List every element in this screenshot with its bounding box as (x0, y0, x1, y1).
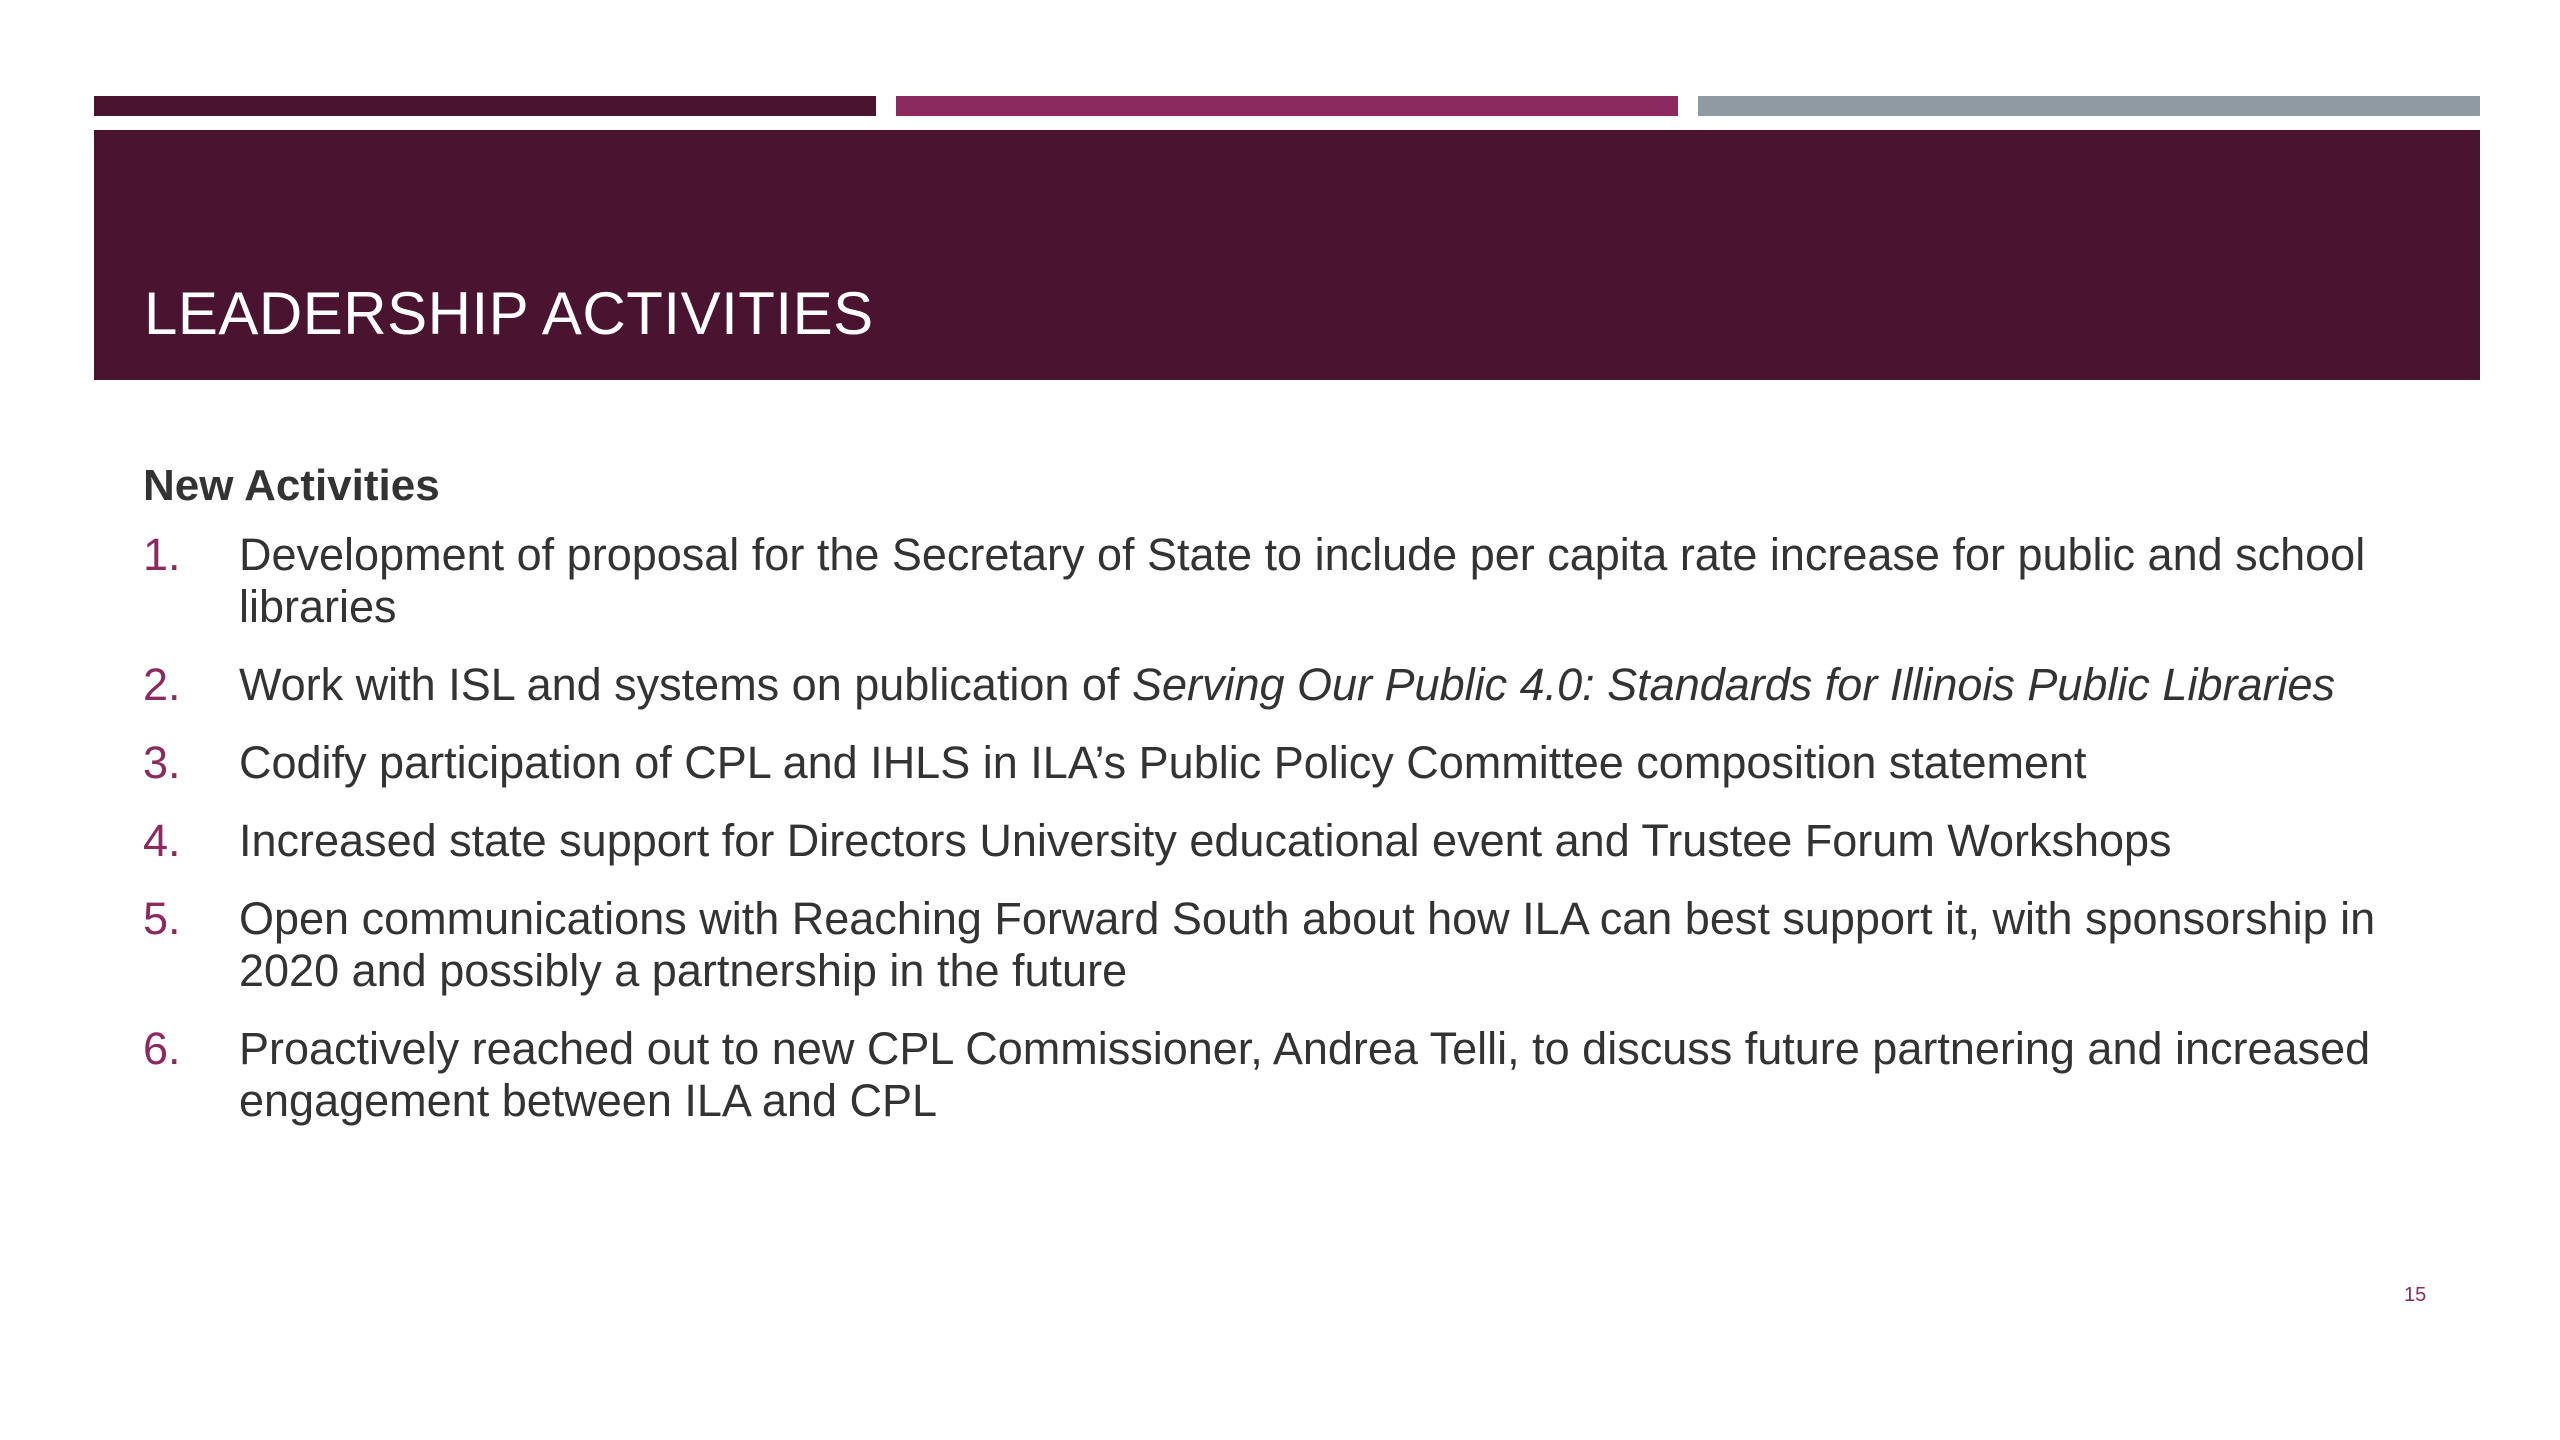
accent-bar-maroon (94, 96, 876, 116)
list-item-text: Codify participation of CPL and IHLS in ILA’s Public Policy Committee composition statement (239, 736, 2087, 788)
list-item (143, 893, 2463, 997)
list-item-text: Proactively reached out to new CPL Commissioner, Andrea Telli, to discuss future partnering and increased engagement between ILA and CPL (239, 1022, 2371, 1126)
activity-list (143, 529, 2463, 1127)
list-item (143, 815, 2463, 867)
slide-content (143, 460, 2463, 1153)
section-heading: New Activities (143, 461, 440, 510)
list-item-number: 5. (143, 892, 181, 944)
list-item-number: 6. (143, 1022, 181, 1074)
accent-bar-gray (1698, 96, 2480, 116)
list-item-text: Development of proposal for the Secretary of State to include per capita rate increase for public and school libraries (239, 528, 2366, 632)
list-item-text: Work with ISL and systems on publication of (239, 658, 1132, 710)
list-item-number: 3. (143, 736, 181, 788)
list-item-text: Increased state support for Directors University educational event and Trustee Forum Workshops (239, 814, 2172, 866)
slide-title: LEADERSHIP ACTIVITIES (144, 280, 874, 347)
list-item (143, 1023, 2463, 1127)
list-item-number: 1. (143, 528, 181, 580)
list-item (143, 529, 2463, 633)
list-item-number: 4. (143, 814, 181, 866)
list-item-text: Open communications with Reaching Forward South about how ILA can best support it, with sponsorship in 2020 and possibly a partnership in the future (239, 892, 2376, 996)
list-item (143, 737, 2463, 789)
title-band (94, 130, 2480, 380)
accent-bar-magenta (896, 96, 1678, 116)
list-item (143, 659, 2463, 711)
page-number: 15 (2404, 1284, 2427, 1306)
list-item-number: 2. (143, 658, 181, 710)
publication-title: Serving Our Public 4.0: Standards for Illinois Public Libraries (1131, 658, 2336, 710)
